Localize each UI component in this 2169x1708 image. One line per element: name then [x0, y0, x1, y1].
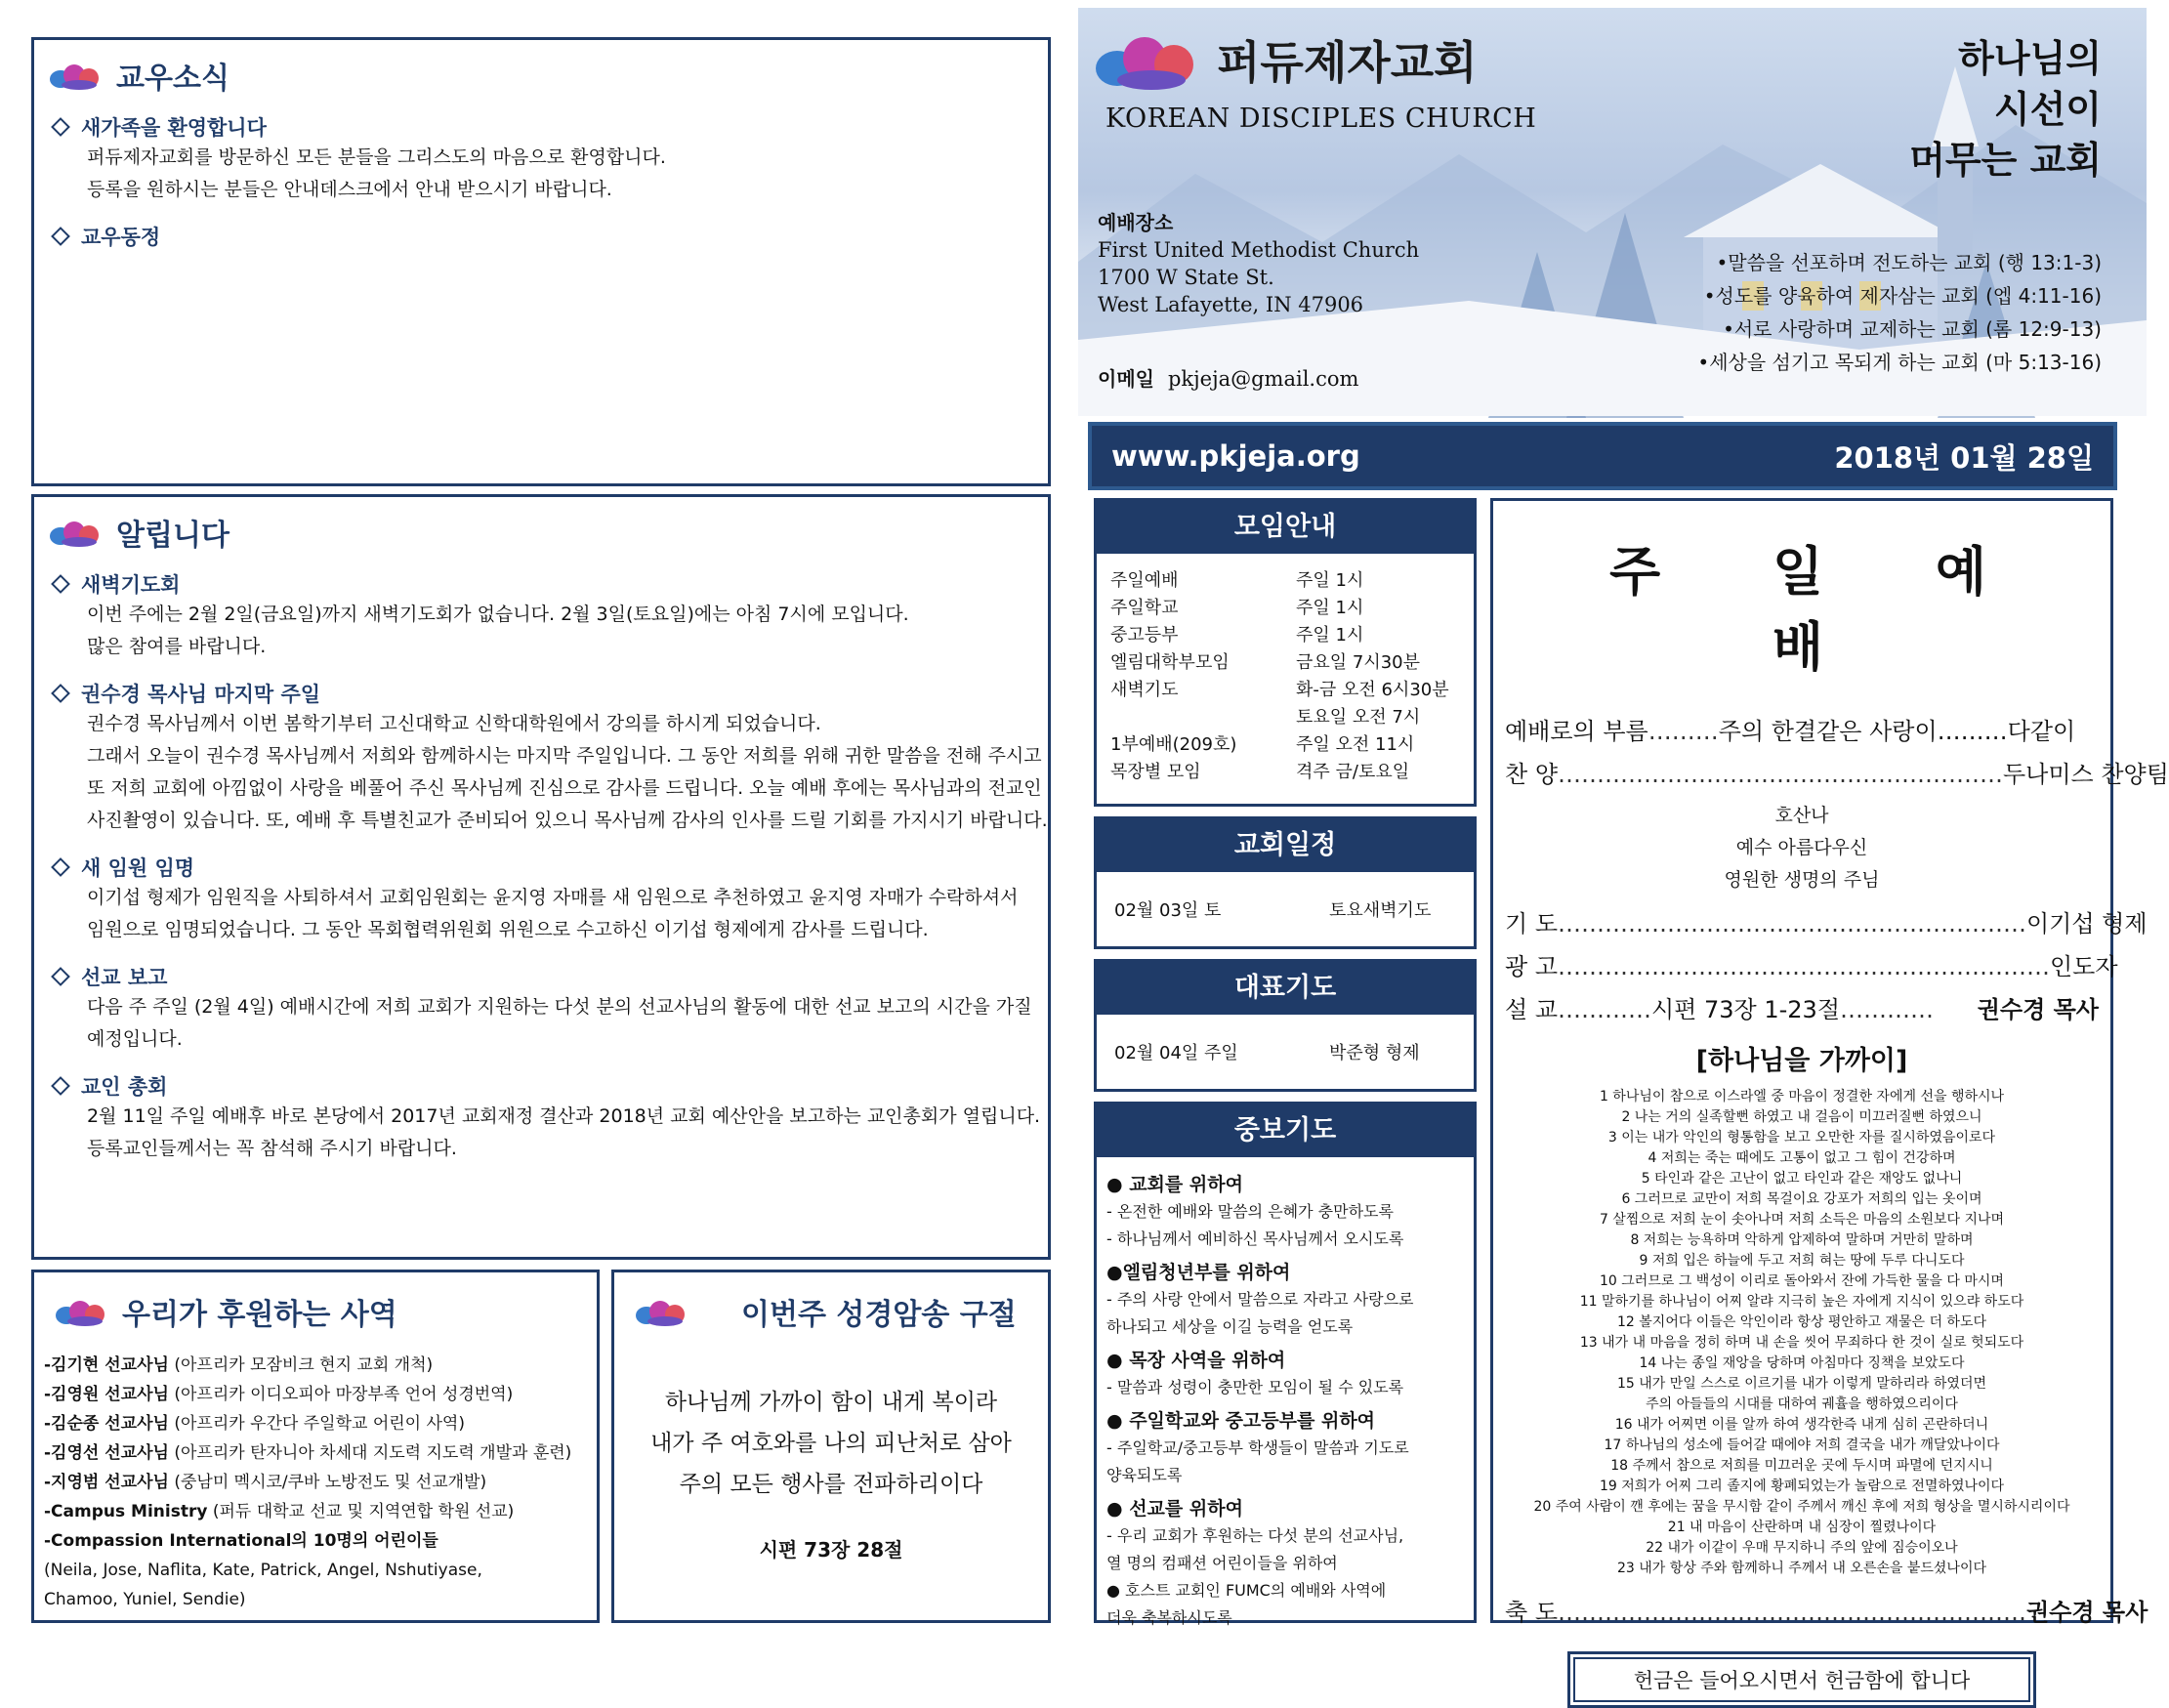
item-line: 많은 참여를 바랍니다.	[87, 636, 267, 657]
meeting-row	[1110, 567, 1460, 595]
item-line: 2월 11일 주일 예배후 바로 본당에서 2017년 교회재정 결산과 2018년 교회 예산안을 보고하는 교인총회가 열립니다.	[87, 1105, 1041, 1127]
support-row	[44, 1468, 587, 1497]
intercession-list	[1097, 1157, 1474, 1640]
psalm-verse: 16 내가 어찌면 이를 알까 하여 생각한즉 내게 심히 곤란하더니	[1614, 1417, 1989, 1433]
meeting-row	[1110, 704, 1460, 731]
item-heading: 교우동정	[81, 226, 161, 249]
psalm-verse: 11 말하기를 하나님이 어찌 알랴 지극히 높은 자에게 지식이 있으랴 하도다	[1579, 1294, 2024, 1310]
diamond-bullet-icon	[51, 117, 70, 137]
meeting-time: 주일 오전 11시	[1296, 734, 1415, 755]
psalm-verse: 21 내 마음이 산란하며 내 심장이 찔렸나이다	[1667, 1520, 1937, 1535]
schedule-date: 02월 03일 토	[1114, 900, 1222, 921]
church-name-en: KOREAN DISCIPLES CHURCH	[1105, 104, 1537, 134]
meetings-box	[1094, 498, 1477, 807]
rep-prayer-box	[1094, 959, 1477, 1092]
news-title: 교우소식	[116, 62, 229, 96]
prayer-detail: - 하나님께서 예비하신 목사님께서 오시도록	[1106, 1229, 1404, 1248]
prayer-detail: ● 호스트 교회인 FUMC의 예배와 사역에	[1106, 1581, 1387, 1600]
meeting-name: 주일예배	[1110, 570, 1179, 591]
mission-item: •말씀을 선포하며 전도하는 교회 (행 13:1-3)	[1716, 251, 2102, 274]
rep-prayer-title: 대표기도	[1097, 962, 1474, 1015]
prayer-heading: ●엘림청년부를 위하여	[1106, 1262, 1291, 1283]
meeting-name: 1부예배(209호)	[1110, 734, 1237, 755]
church-slogan	[1909, 33, 2102, 186]
meeting-row	[1110, 677, 1460, 704]
psalm-verse: 3 이는 내가 악인의 형통함을 보고 오만한 자를 질시하였음이로다	[1607, 1130, 1996, 1146]
psalm-verse: 7 살찜으로 저희 눈이 솟아나며 저희 소득은 마음의 소원보다 지나며	[1599, 1212, 2005, 1228]
psalm-verse: 5 타인과 같은 고난이 없고 타인과 같은 재앙도 없나니	[1641, 1171, 1963, 1187]
church-logo-block	[1096, 25, 1478, 94]
meeting-time: 주일 1시	[1296, 570, 1364, 591]
support-desc: (중남미 멕시코/쿠바 노방전도 및 선교개발)	[168, 1473, 487, 1492]
venue-line: First United Methodist Church	[1098, 238, 1420, 262]
memory-line: 주의 모든 행사를 전파하리이다	[679, 1472, 983, 1497]
order-label: 축 도	[1505, 1599, 1558, 1626]
meeting-time: 토요일 오전 7시	[1296, 707, 1421, 728]
support-box	[31, 1270, 600, 1623]
rep-prayer-name: 박준형 형제	[1329, 1043, 1420, 1063]
meeting-name: 주일학교	[1110, 598, 1179, 618]
item-line: 임원으로 임명되었습니다. 그 동안 목회협력위원회 위원으로 수고하신 이기섭 형제에게 감사를 드립니다.	[87, 919, 929, 940]
psalm-verse: 15 내가 만일 스스로 이르기를 내가 이렇게 말하리라 하였더면	[1617, 1376, 1986, 1392]
venue-line: 1700 W State St.	[1098, 266, 1274, 289]
mission-item: •세상을 섬기고 목되게 하는 교회 (마 5:13-16)	[1697, 351, 2102, 374]
item-body	[50, 991, 1032, 1056]
item-heading: 새가족을 환영합니다	[81, 116, 267, 140]
support-row	[44, 1526, 587, 1556]
item-line: 등록교인들께서는 꼭 참석해 주시기 바랍니다.	[87, 1138, 457, 1159]
item-heading: 교인 총회	[81, 1075, 168, 1099]
item-line: 그래서 오늘이 권수경 목사님께서 저희와 함께하시는 마지막 주일입니다. 그 동안 저희를 위해 귀한 말씀을 전해 주시고	[87, 745, 1042, 767]
psalm-verse: 18 주께서 참으로 저희를 미끄러운 곳에 두시며 파멸에 던지시니	[1610, 1458, 1993, 1474]
schedule-title: 교회일정	[1097, 819, 1474, 872]
rep-prayer-date: 02월 04일 주일	[1114, 1043, 1238, 1063]
memory-line: 하나님께 가까이 함이 내게 복이라	[664, 1390, 998, 1415]
meeting-name: 중고등부	[1110, 625, 1179, 646]
support-row	[44, 1585, 587, 1614]
item-body	[50, 882, 1032, 946]
website-date-bar	[1092, 426, 2113, 486]
prayer-detail: - 주일학교/중고등부 학생들이 말씀과 기도로	[1106, 1438, 1409, 1457]
schedule-event: 토요새벽기도	[1329, 900, 1432, 921]
news-title-row	[50, 54, 1032, 97]
meeting-row	[1110, 759, 1460, 786]
psalm-verse: 1 하나님이 참으로 이스라엘 중 마음이 정결한 자에게 선을 행하시나	[1599, 1089, 2005, 1104]
item-body	[50, 708, 1048, 837]
order-value: 권수경 목사	[1977, 996, 2099, 1023]
order-announcements	[1505, 945, 2118, 988]
song-title: 예수 아름다우신	[1735, 837, 1868, 858]
slogan-line: 시선이	[1993, 88, 2102, 131]
support-name: -김순종 선교사님	[44, 1414, 169, 1434]
support-desc: (아프리카 이디오피아 마장부족 언어 성경번역)	[168, 1385, 514, 1404]
offering-note: 헌금은 들어오시면서 헌금함에 합니다	[1567, 1651, 2036, 1708]
worship-title: 주 일 예 배	[1608, 541, 2034, 678]
meeting-name	[1110, 704, 1296, 731]
order-prayer	[1505, 902, 2148, 945]
prayer-detail: 열 명의 컴패션 어린이들을 위하여	[1106, 1554, 1338, 1572]
sermon-scripture: 시편 73장 1-23절	[1651, 996, 1841, 1023]
order-value: 주의 한결같은 사랑이………다같이	[1718, 718, 2076, 745]
support-row	[44, 1380, 587, 1409]
meeting-time: 격주 금/토요일	[1296, 762, 1410, 782]
header-banner	[1078, 8, 2147, 416]
song-title: 호산나	[1774, 805, 1829, 826]
sermon-title: [하나님을 가까이]	[1695, 1046, 1908, 1076]
psalm-verse: 4 저희는 죽는 때에도 고통이 없고 그 힘이 건강하며	[1648, 1150, 1956, 1166]
song-title: 영원한 생명의 주님	[1724, 869, 1880, 891]
psalm-verse: 2 나는 거의 실족할뻔 하였고 내 걸음이 미끄러질뻔 하였으니	[1621, 1109, 1982, 1125]
psalm-verse: 12 볼지어다 이들은 악인이라 항상 평안하고 재물은 더 하도다	[1617, 1314, 1986, 1330]
support-desc: Chamoo, Yuniel, Sendie)	[44, 1590, 246, 1609]
item-body	[50, 142, 1032, 206]
item-line: 등록을 원하시는 분들은 안내데스크에서 안내 받으시기 바랍니다.	[87, 179, 612, 200]
support-name: -지영범 선교사님	[44, 1473, 169, 1492]
prayer-detail: - 우리 교회가 후원하는 다섯 분의 선교사님,	[1106, 1526, 1404, 1545]
church-logo-icon	[50, 516, 106, 549]
meeting-time: 주일 1시	[1296, 625, 1364, 646]
order-benediction	[1505, 1591, 2148, 1634]
psalm-text	[1505, 1087, 2099, 1579]
order-value: 두나미스 찬양팀	[2003, 761, 2169, 788]
website-link[interactable]: www.pkjeja.org	[1111, 439, 1360, 473]
psalm-verse: 14 나는 종일 재앙을 당하며 아침마다 징책을 보았도다	[1639, 1355, 1965, 1371]
order-value: 이기섭 형제	[2026, 910, 2148, 937]
diamond-bullet-icon	[51, 857, 70, 877]
venue-label: 예배장소	[1098, 211, 1174, 234]
item-line: 이기섭 형제가 임원직을 사퇴하셔서 교회임원회는 윤지영 자매를 새 임원으로 추천하였고 윤지영 자매가 수락하셔서	[87, 887, 1019, 908]
item-heading: 새 임원 임명	[81, 856, 195, 880]
psalm-verse: 10 그러므로 그 백성이 이리로 돌아와서 잔에 가득한 물을 다 마시며	[1600, 1273, 2004, 1289]
order-dots: …………	[1558, 996, 1651, 1023]
church-logo-icon	[636, 1295, 692, 1328]
venue-line: West Lafayette, IN 47906	[1098, 293, 1364, 316]
meeting-time: 금요일 7시30분	[1296, 652, 1421, 673]
order-call-to-worship	[1505, 710, 2099, 753]
support-row	[44, 1438, 587, 1468]
item-heading-row	[50, 679, 1032, 708]
psalm-verse: 19 저희가 어찌 그리 졸지에 황폐되었는가 놀람으로 전멸하였나이다	[1599, 1479, 2005, 1494]
psalm-verse: 23 내가 항상 주와 함께하니 주께서 내 오른손을 붙드셨나이다	[1617, 1561, 1986, 1576]
item-line: 권수경 목사님께서 이번 봄학기부터 고신대학교 신학대학원에서 강의를 하시게 되었습니다.	[87, 713, 821, 734]
order-dots: ……………………………………………………	[1558, 910, 2026, 937]
memory-line: 내가 주 여호와를 나의 피난처로 삼아	[650, 1431, 1012, 1456]
psalm-verse: 주의 아들들의 시대를 대하여 궤휼을 행하였으리이다	[1646, 1396, 1958, 1412]
diamond-bullet-icon	[51, 1076, 70, 1096]
prayer-detail: 양육되도록	[1106, 1466, 1183, 1484]
announcements-box	[31, 494, 1051, 1260]
mission-item: •서로 사랑하며 교제하는 교회 (롬 12:9-13)	[1723, 317, 2102, 341]
news-items	[50, 112, 1032, 251]
item-line: 퍼듀제자교회를 방문하신 모든 분들을 그리스도의 마음으로 환영합니다.	[87, 146, 666, 168]
prayer-detail: - 온전한 예배와 말씀의 은혜가 충만하도록	[1106, 1202, 1394, 1221]
psalm-verse: 20 주여 사람이 깬 후에는 꿈을 무시함 같이 주께서 깨신 후에 저희 형상을 멸시하시리이다	[1533, 1499, 2070, 1515]
item-heading-row	[50, 222, 1032, 251]
email-label: 이메일	[1098, 367, 1154, 391]
prayer-heading: ● 주일학교와 중고등부를 위하여	[1106, 1410, 1376, 1432]
diamond-bullet-icon	[51, 227, 70, 246]
meeting-row	[1110, 622, 1460, 649]
order-label: 광 고	[1505, 953, 1558, 980]
prayer-detail: 더욱 축복하시도록	[1106, 1608, 1232, 1627]
order-dots: …………	[1840, 996, 1935, 1023]
memory-verse-box	[611, 1270, 1051, 1623]
praise-songs	[1505, 800, 2099, 896]
item-heading-row	[50, 1071, 1032, 1101]
venue-address	[1098, 236, 1419, 318]
support-row	[44, 1497, 587, 1526]
announcements-title-row	[50, 511, 1032, 554]
church-name-kr: 퍼듀제자교회	[1217, 36, 1478, 89]
mission-item: •성도를 양육하여 제자삼는 교회 (엡 4:11-16)	[1703, 284, 2102, 308]
memory-title: 이번주 성경암송 구절	[741, 1298, 1017, 1332]
support-desc: (퍼듀 대학교 선교 및 지역연합 학원 선교)	[207, 1502, 515, 1521]
rep-prayer-row	[1097, 1015, 1474, 1093]
support-name: -김영선 선교사님	[44, 1443, 169, 1463]
prayer-heading: ● 교회를 위하여	[1106, 1174, 1243, 1195]
prayer-detail: - 말씀과 성령이 충만한 모임이 될 수 있도록	[1106, 1378, 1404, 1396]
worship-order-box	[1490, 498, 2169, 1692]
church-logo-icon	[50, 59, 106, 92]
order-dots: …………………………………………………	[1558, 761, 2003, 788]
support-name: -Compassion International의 10명의 어린이들	[44, 1531, 438, 1551]
prayer-heading: ● 선교를 위하여	[1106, 1498, 1243, 1520]
order-label: 설 교	[1505, 996, 1558, 1023]
psalm-verse: 17 하나님의 성소에 들어갈 때에야 저희 결국을 내가 깨달았나이다	[1604, 1437, 2000, 1453]
item-heading-row	[50, 112, 1032, 142]
order-label: 예배로의 부름	[1505, 718, 1648, 745]
meeting-row	[1110, 731, 1460, 759]
meeting-name: 목장별 모임	[1110, 762, 1201, 782]
order-dots: ……………………………………………………	[1558, 1599, 2026, 1626]
slogan-line: 머무는 교회	[1909, 139, 2102, 182]
order-value: 인도자	[2050, 953, 2118, 980]
intercession-box	[1094, 1102, 1477, 1627]
support-row	[44, 1409, 587, 1438]
order-sermon	[1505, 988, 2099, 1031]
support-row	[44, 1556, 587, 1585]
support-desc: (아프리카 모잠비크 현지 교회 개척)	[168, 1355, 434, 1375]
support-name: -김기현 선교사님	[44, 1355, 169, 1375]
diamond-bullet-icon	[51, 967, 70, 986]
support-desc: (아프리카 우간다 주일학교 어린이 사역)	[168, 1414, 465, 1434]
memory-verse	[624, 1382, 1038, 1505]
schedule-box	[1094, 816, 1477, 949]
meeting-time: 화-금 오전 6시30분	[1296, 680, 1449, 700]
psalm-verse: 8 저희는 능욕하며 악하게 압제하여 말하며 거만히 말하며	[1630, 1232, 1974, 1248]
item-heading-row	[50, 853, 1032, 882]
email-row	[1098, 363, 1358, 392]
item-heading-row	[50, 569, 1032, 599]
item-body	[50, 1101, 1041, 1165]
church-logo-icon	[1096, 25, 1203, 94]
meetings-list	[1097, 554, 1474, 800]
order-value: 권수경 목사	[2026, 1599, 2148, 1626]
item-body	[50, 599, 1032, 663]
order-label: 기 도	[1505, 910, 1558, 937]
support-desc: (Neila, Jose, Naflita, Kate, Patrick, Angel, Nshutiyase,	[44, 1561, 482, 1580]
intercession-title: 중보기도	[1097, 1104, 1474, 1157]
support-title: 우리가 후원하는 사역	[122, 1298, 397, 1332]
meeting-row	[1110, 649, 1460, 677]
mission-list	[1697, 246, 2102, 379]
email-link[interactable]: pkjeja@gmail.com	[1167, 367, 1359, 391]
support-name: -Campus Ministry	[44, 1502, 208, 1521]
diamond-bullet-icon	[51, 684, 70, 703]
bulletin-date: 2018년 01월 28일	[1834, 440, 2094, 475]
slogan-line: 하나님의	[1958, 37, 2102, 80]
support-row	[44, 1351, 587, 1380]
item-line: 예정입니다.	[87, 1028, 183, 1050]
meeting-row	[1110, 595, 1460, 622]
diamond-bullet-icon	[51, 574, 70, 594]
item-heading-row	[50, 962, 1032, 991]
schedule-row	[1097, 872, 1474, 950]
meeting-name: 엘림대학부모임	[1110, 652, 1230, 673]
psalm-verse: 22 내가 이같이 우매 무지하니 주의 앞에 짐승이오나	[1646, 1540, 1958, 1556]
order-label: 찬 양	[1505, 761, 1558, 788]
item-heading: 선교 보고	[81, 966, 168, 989]
item-line: 이번 주에는 2월 2일(금요일)까지 새벽기도회가 없습니다. 2월 3일(토요일)에는 아침 7시에 모입니다.	[87, 604, 909, 625]
order-dots: ………………………………………………………	[1558, 953, 2050, 980]
item-line: 사진촬영이 있습니다. 또, 예배 후 특별친교가 준비되어 있으니 목사님께 감사의 인사를 드릴 기회를 가지시기 바랍니다.	[87, 810, 1048, 831]
meeting-name: 새벽기도	[1110, 680, 1179, 700]
item-heading: 권수경 목사님 마지막 주일	[81, 683, 321, 706]
memory-ref: 시편 73장 28절	[759, 1538, 903, 1562]
order-dots: ………	[1648, 718, 1719, 745]
psalm-verse: 6 그러므로 교만이 저희 목걸이요 강포가 저희의 입는 옷이며	[1621, 1191, 1982, 1207]
memory-title-row	[624, 1290, 1038, 1333]
meeting-time: 주일 1시	[1296, 598, 1364, 618]
announcements-title: 알립니다	[116, 519, 229, 553]
item-line: 다음 주 주일 (2월 4일) 예배시간에 저희 교회가 지원하는 다섯 분의 선교사님의 활동에 대한 선교 보고의 시간을 가질	[87, 996, 1032, 1018]
church-logo-icon	[56, 1295, 112, 1328]
support-title-row	[44, 1290, 587, 1333]
prayer-heading: ● 목장 사역을 위하여	[1106, 1350, 1286, 1371]
item-heading: 새벽기도회	[81, 573, 181, 597]
news-box	[31, 37, 1051, 486]
support-desc: (아프리카 탄자니아 차세대 지도력 지도력 개발과 훈련)	[168, 1443, 572, 1463]
announcement-items	[50, 569, 1048, 1165]
meetings-title: 모임안내	[1097, 501, 1474, 554]
prayer-detail: - 주의 사랑 안에서 말씀으로 자라고 사랑으로	[1106, 1290, 1414, 1309]
psalm-verse: 9 저희 입은 하늘에 두고 저희 혀는 땅에 두루 다니도다	[1639, 1253, 1965, 1269]
psalm-verse: 13 내가 내 마음을 정히 하며 내 손을 씻어 무죄하다 한 것이 실로 헛되도다	[1579, 1335, 2024, 1351]
support-list	[44, 1351, 587, 1614]
prayer-detail: 하나되고 세상을 이길 능력을 얻도록	[1106, 1317, 1354, 1336]
item-line: 또 저희 교회에 아낌없이 사랑을 베풀어 주신 목사님께 진심으로 감사를 드립니다. 오늘 예배 후에는 목사님과의 전교인	[87, 777, 1042, 799]
order-praise	[1505, 753, 2169, 796]
support-name: -김영원 선교사님	[44, 1385, 169, 1404]
